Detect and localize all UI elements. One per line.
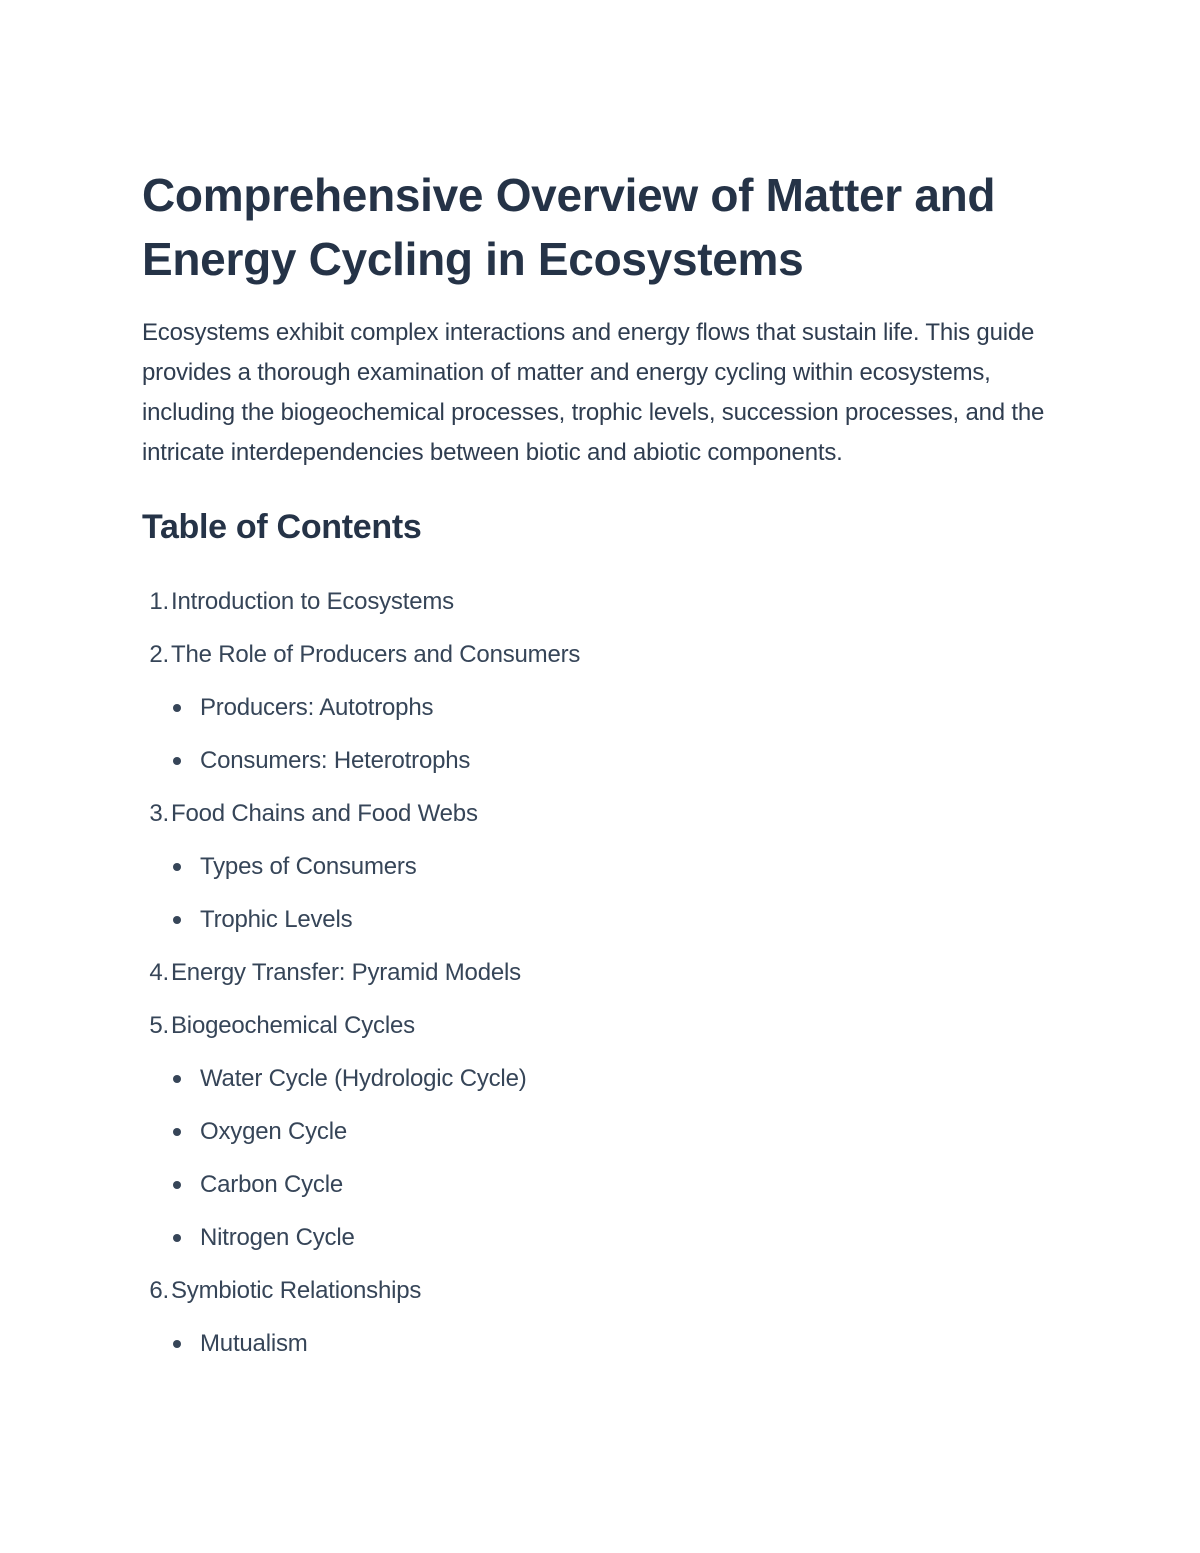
- toc-item: [142, 946, 1072, 999]
- toc-item-number: 2.: [149, 641, 169, 668]
- bullet-icon: [173, 1128, 181, 1136]
- toc-subitem-label: Trophic Levels: [200, 906, 353, 933]
- toc-item-label: Energy Transfer: Pyramid Models: [171, 959, 521, 986]
- toc-subitem-label: Carbon Cycle: [200, 1171, 343, 1198]
- toc-subitem: [142, 893, 1072, 946]
- toc-item-label: Biogeochemical Cycles: [171, 1012, 415, 1039]
- toc-subitem: [142, 1052, 1072, 1105]
- toc-subitem: [142, 1158, 1072, 1211]
- toc-item: [142, 787, 1072, 840]
- toc-subitem-label: Nitrogen Cycle: [200, 1224, 355, 1251]
- bullet-icon: [173, 916, 181, 924]
- toc-item-number: 5.: [149, 1012, 169, 1039]
- bullet-icon: [173, 1181, 181, 1189]
- toc-subitem-label: Oxygen Cycle: [200, 1118, 347, 1145]
- toc-subitem-label: Types of Consumers: [200, 853, 417, 880]
- toc-item-label: Symbiotic Relationships: [171, 1277, 422, 1304]
- toc-item-label: The Role of Producers and Consumers: [171, 641, 581, 668]
- bullet-icon: [173, 704, 181, 712]
- toc-subitem-label: Producers: Autotrophs: [200, 694, 434, 721]
- toc-subitem: [142, 681, 1072, 734]
- toc-item: [142, 575, 1072, 628]
- toc-item-label: Introduction to Ecosystems: [171, 588, 454, 615]
- bullet-icon: [173, 1075, 181, 1083]
- toc-item-label: Food Chains and Food Webs: [171, 800, 478, 827]
- document-page: [142, 163, 1072, 1370]
- toc-item-number: 4.: [149, 959, 169, 986]
- table-of-contents: [142, 575, 1072, 1370]
- document-title: Comprehensive Overview of Matter and Energy Cycling in Ecosystems: [142, 169, 996, 285]
- toc-heading: Table of Contents: [142, 508, 422, 546]
- toc-item: [142, 628, 1072, 681]
- toc-subitem: [142, 1211, 1072, 1264]
- toc-subitem-label: Consumers: Heterotrophs: [200, 747, 471, 774]
- bullet-icon: [173, 1234, 181, 1242]
- toc-item: [142, 1264, 1072, 1317]
- intro-paragraph: Ecosystems exhibit complex interactions and energy flows that sustain life. This guide provides a thorough examination of matter and energy cycling within ecosystems, including the biogeochemical processes, trophic levels, succession processes, and the intricate interdependencies between biotic and abiotic components.: [142, 319, 1045, 466]
- toc-subitem: [142, 1105, 1072, 1158]
- bullet-icon: [173, 863, 181, 871]
- toc-item-number: 3.: [149, 800, 169, 827]
- toc-item: [142, 999, 1072, 1052]
- toc-subitem-label: Water Cycle (Hydrologic Cycle): [200, 1065, 527, 1092]
- toc-subitem: [142, 1317, 1072, 1370]
- toc-subitem: [142, 840, 1072, 893]
- toc-subitem: [142, 734, 1072, 787]
- bullet-icon: [173, 1340, 181, 1348]
- bullet-icon: [173, 757, 181, 765]
- toc-subitem-label: Mutualism: [200, 1330, 308, 1357]
- toc-item-number: 1.: [149, 588, 169, 615]
- toc-item-number: 6.: [149, 1277, 169, 1304]
